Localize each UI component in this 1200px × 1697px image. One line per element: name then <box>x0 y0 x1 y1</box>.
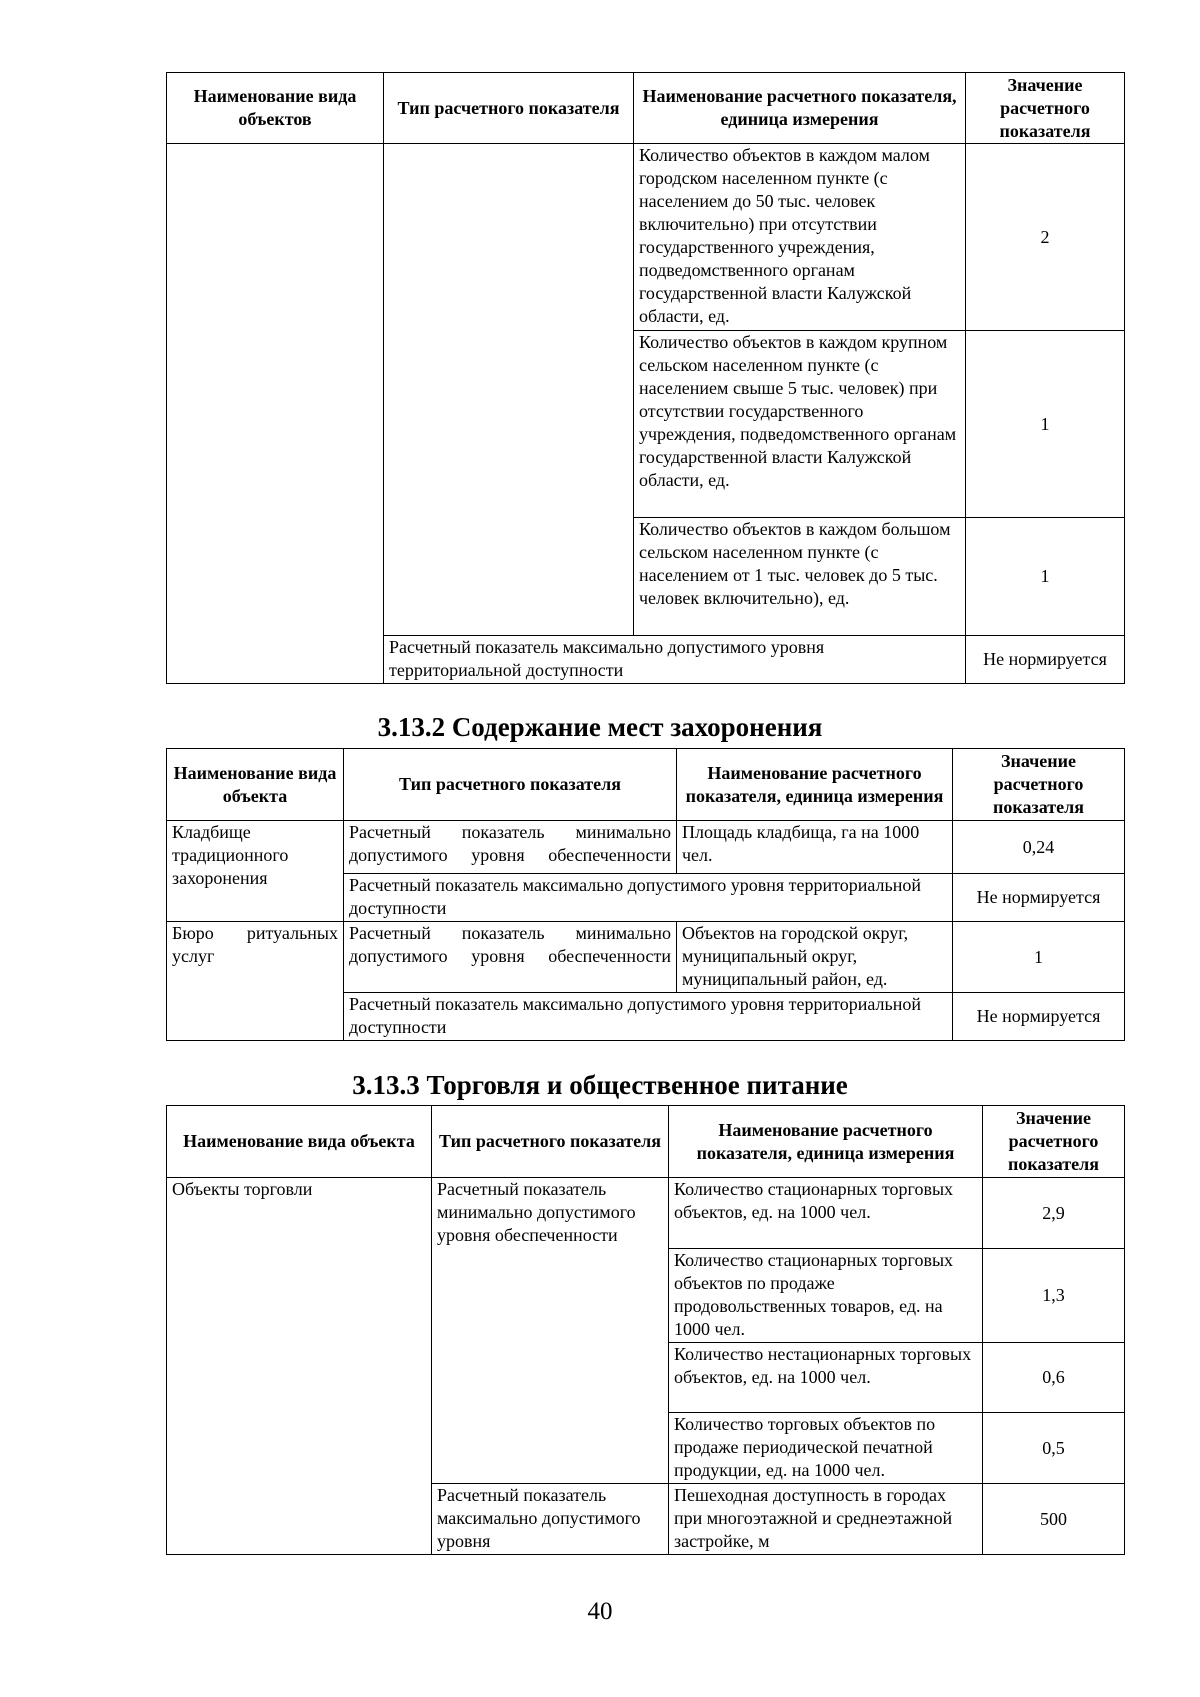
header-cell: Наименование расчетного показателя, единица измерения <box>634 73 966 144</box>
header-cell: Тип расчетного показателя <box>432 1106 669 1178</box>
table-row <box>167 1178 1125 1249</box>
table-trade <box>166 1105 1125 1555</box>
indicator-name: Объектов на городской округ, муниципальный округ, муниципальный район, ед. <box>677 922 953 993</box>
type-cell: Расчетный показатель минимально допустимого уровня обеспеченности <box>344 821 677 874</box>
type-cell <box>384 144 634 636</box>
indicator-value: 0,6 <box>983 1343 1125 1413</box>
table-header-row <box>167 1106 1125 1178</box>
header-cell: Тип расчетного показателя <box>384 73 634 144</box>
indicator-value: 0,24 <box>953 821 1125 874</box>
table-burial <box>166 748 1125 1041</box>
access-value: Не нормируется <box>966 636 1125 684</box>
type-cell: Расчетный показатель максимально допустимого уровня <box>432 1484 669 1555</box>
header-cell: Наименование расчетного показателя, единица измерения <box>677 749 953 821</box>
indicator-name: Количество торговых объектов по продаже периодической печатной продукции, ед. на 1000 чел. <box>669 1413 983 1484</box>
header-cell: Значение расчетного показателя <box>983 1106 1125 1178</box>
indicator-value: 500 <box>983 1484 1125 1555</box>
indicator-value: 2,9 <box>983 1178 1125 1249</box>
indicator-value: 1 <box>966 331 1125 518</box>
indicator-name: Количество объектов в каждом малом городском населенном пункте (с населением до 50 тыс. человек включительно) при отсутствии государственного учреждения, подведомственного органам государственной власти Калужской области, ед. <box>634 144 966 331</box>
object-cell: Бюро ритуальных услуг <box>167 922 344 1041</box>
header-cell: Наименование вида объектов <box>167 73 384 144</box>
page-number: 40 <box>587 1598 613 1625</box>
object-cell: Кладбище традиционного захоронения <box>167 821 344 922</box>
indicator-value: 1 <box>953 922 1125 993</box>
indicator-name: Количество стационарных торговых объектов по продаже продовольственных товаров, ед. на 1000 чел. <box>669 1249 983 1343</box>
section-title-trade: 3.13.3 Торговля и общественное питание <box>352 1070 848 1100</box>
indicator-name: Количество нестационарных торговых объектов, ед. на 1000 чел. <box>669 1343 983 1413</box>
access-value: Не нормируется <box>953 874 1125 922</box>
header-cell: Значение расчетного показателя <box>953 749 1125 821</box>
indicator-value: 1,3 <box>983 1249 1125 1343</box>
object-cell: Объекты торговли <box>167 1178 432 1555</box>
indicator-name: Количество объектов в каждом большом сельском населенном пункте (с населением от 1 тыс. человек до 5 тыс. человек включительно), ед. <box>634 518 966 636</box>
access-label: Расчетный показатель максимально допустимого уровня территориальной доступности <box>344 993 953 1041</box>
table-header-row <box>167 73 1125 144</box>
table-row <box>167 821 1125 874</box>
header-cell: Тип расчетного показателя <box>344 749 677 821</box>
table-1 <box>166 72 1125 684</box>
header-cell: Наименование вида объекта <box>167 749 344 821</box>
header-cell: Наименование вида объекта <box>167 1106 432 1178</box>
table-row <box>167 922 1125 993</box>
table-row <box>167 144 1125 331</box>
access-label: Расчетный показатель максимально допустимого уровня территориальной доступности <box>384 636 966 684</box>
indicator-value: 0,5 <box>983 1413 1125 1484</box>
indicator-name: Количество стационарных торговых объектов, ед. на 1000 чел. <box>669 1178 983 1249</box>
section-title-burial: 3.13.2 Содержание мест захоронения <box>377 712 823 742</box>
indicator-value: 1 <box>966 518 1125 636</box>
access-value: Не нормируется <box>953 993 1125 1041</box>
indicator-value: 2 <box>966 144 1125 331</box>
indicator-name: Количество объектов в каждом крупном сельском населенном пункте (с населением свыше 5 тыс. человек) при отсутствии государственного учреждения, подведомственного органам государственной власти Калужской области, ед. <box>634 331 966 518</box>
object-cell <box>167 144 384 684</box>
table-header-row <box>167 749 1125 821</box>
header-cell: Наименование расчетного показателя, единица измерения <box>669 1106 983 1178</box>
type-cell: Расчетный показатель минимально допустимого уровня обеспеченности <box>344 922 677 993</box>
header-cell: Значение расчетного показателя <box>966 73 1125 144</box>
indicator-name: Пешеходная доступность в городах при многоэтажной и среднеэтажной застройке, м <box>669 1484 983 1555</box>
indicator-name: Площадь кладбища, га на 1000 чел. <box>677 821 953 874</box>
type-cell: Расчетный показатель минимально допустимого уровня обеспеченности <box>432 1178 669 1484</box>
access-label: Расчетный показатель максимально допустимого уровня территориальной доступности <box>344 874 953 922</box>
